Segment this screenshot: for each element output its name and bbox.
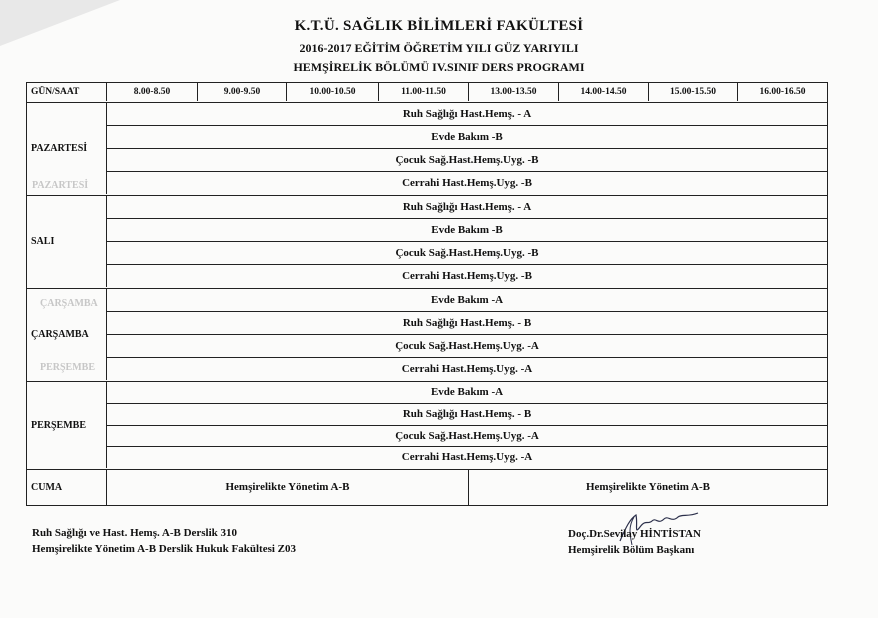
signature-image — [612, 505, 702, 547]
signer-name: Doç.Dr.Sevilay HİNTİSTAN — [568, 528, 701, 540]
time-slot-header: 8.00-8.50 — [107, 83, 198, 101]
course-cell: Ruh Sağlığı Hast.Hemş. - B — [107, 404, 827, 426]
corner-header: GÜN/SAAT — [27, 83, 107, 101]
course-cell: Cerrahi Hast.Hemş.Uyg. -B — [402, 270, 532, 282]
table-header-row — [27, 83, 827, 103]
day-group-friday — [27, 470, 827, 505]
time-slot-header: 15.00-15.50 — [649, 83, 738, 101]
course-cell: Evde Bakım -A — [107, 382, 827, 404]
day-group-thursday — [27, 382, 827, 470]
course-cell: Ruh Sağlığı Hast.Hemş. - A — [107, 196, 827, 219]
academic-year-title: 2016-2017 EĞİTİM ÖĞRETİM YILI GÜZ YARIYILI — [299, 41, 579, 55]
time-slot-header: 13.00-13.50 — [469, 83, 559, 101]
course-cell: Hemşirelikte Yönetim A-B — [107, 470, 469, 505]
faculty-title: K.T.Ü. SAĞLIK BİLİMLERİ FAKÜLTESİ — [294, 18, 584, 34]
course-cell: Cerrahi Hast.Hemş.Uyg. -A — [401, 451, 533, 463]
schedule-table — [26, 82, 828, 506]
day-group-wednesday — [27, 289, 827, 382]
course-cell: Ruh Sağlığı Hast.Hemş. - A — [107, 103, 827, 126]
course-cell: Evde Bakım -A — [107, 289, 827, 312]
time-slot-header: 11.00-11.50 — [379, 83, 469, 101]
course-cell: Cerrahi Hast.Hemş.Uyg. -A — [401, 363, 533, 375]
course-cell: Cerrahi Hast.Hemş.Uyg. -B — [402, 177, 532, 189]
course-cell: Hemşirelikte Yönetim A-B — [585, 481, 711, 493]
time-slot-header: 14.00-14.50 — [559, 83, 649, 101]
course-cell: Çocuk Sağ.Hast.Hemş.Uyg. -A — [107, 335, 827, 358]
day-label: SALI — [27, 196, 107, 287]
course-cell: Çocuk Sağ.Hast.Hemş.Uyg. -B — [107, 149, 827, 172]
time-slot-header: 10.00-10.50 — [287, 83, 379, 101]
course-cell: Çocuk Sağ.Hast.Hemş.Uyg. -A — [107, 426, 827, 447]
classroom-note: Ruh Sağlığı ve Hast. Hemş. A-B Derslik 310 — [32, 527, 238, 539]
day-label: PERŞEMBE — [27, 382, 107, 468]
day-label: CUMA — [27, 470, 107, 505]
day-group-tuesday — [27, 196, 827, 289]
show-through-text: PERŞEMBE — [40, 362, 96, 373]
show-through-text: ÇARŞAMBA — [40, 298, 98, 309]
course-cell: Evde Bakım -B — [107, 126, 827, 149]
time-slot-header: 16.00-16.50 — [759, 87, 806, 97]
day-group-monday — [27, 103, 827, 196]
show-through-text: PAZARTESİ — [32, 180, 89, 191]
day-label: PAZARTESİ — [27, 103, 107, 194]
time-slot-header: 9.00-9.50 — [198, 83, 287, 101]
course-cell: Evde Bakım -B — [107, 219, 827, 242]
classroom-note: Hemşirelikte Yönetim A-B Derslik Hukuk Fakültesi Z03 — [32, 543, 297, 555]
program-title: HEMŞİRELİK BÖLÜMÜ IV.SINIF DERS PROGRAMI — [293, 60, 585, 74]
course-cell: Çocuk Sağ.Hast.Hemş.Uyg. -B — [107, 242, 827, 265]
course-cell: Ruh Sağlığı Hast.Hemş. - B — [107, 312, 827, 335]
signer-title: Hemşirelik Bölüm Başkanı — [568, 544, 695, 556]
day-label: ÇARŞAMBA — [27, 289, 107, 380]
